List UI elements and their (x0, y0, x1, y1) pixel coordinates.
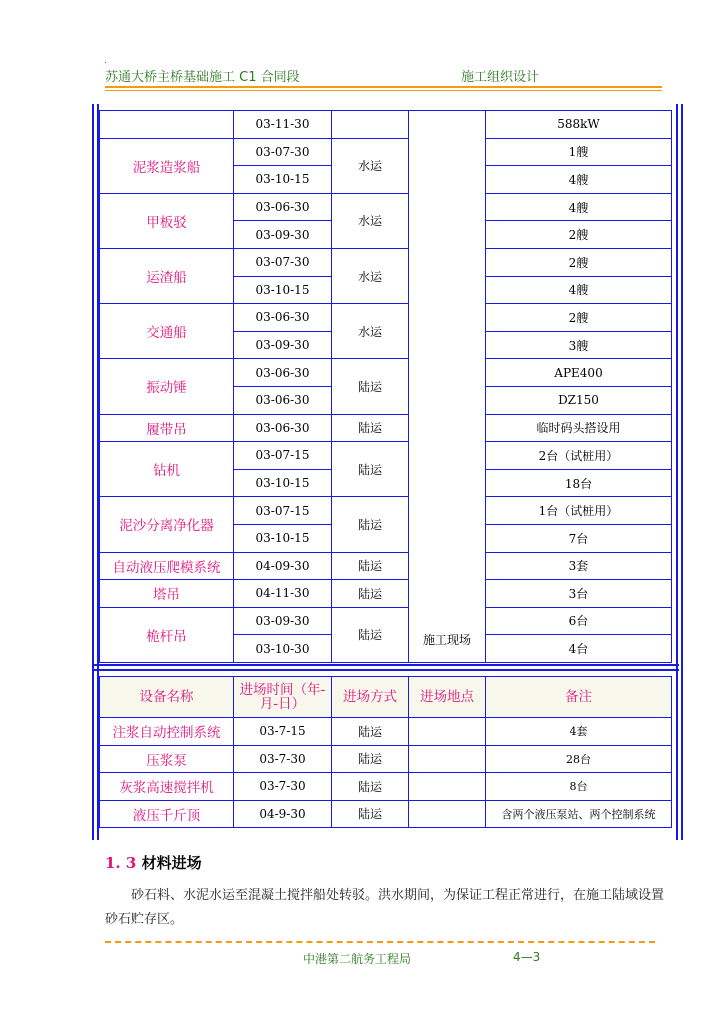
note-cell: 4艘 (486, 193, 672, 221)
transport-cell: 陆运 (332, 773, 409, 801)
note-cell: 1台（试桩用） (486, 497, 672, 525)
entry-date-cell: 03-07-30 (234, 248, 332, 276)
entry-date-cell: 03-10-30 (234, 635, 332, 663)
equipment-name-cell: 桅杆吊 (100, 607, 234, 662)
section-title: 材料进场 (141, 854, 202, 872)
location-cell (409, 745, 486, 773)
transport-cell: 陆运 (332, 359, 409, 414)
equipment-table-continued (99, 110, 672, 663)
entry-date-cell: 03-06-30 (234, 359, 332, 387)
table-row (100, 607, 672, 635)
equipment-name-cell: 履带吊 (100, 414, 234, 442)
note-cell: 2艘 (486, 304, 672, 332)
table-row (100, 138, 672, 166)
transport-cell: 陆运 (332, 800, 409, 828)
table-row (100, 497, 672, 525)
table-row (100, 718, 672, 746)
note-cell: 含两个液压泵站、两个控制系统 (486, 800, 672, 828)
note-cell: 7台 (486, 524, 672, 552)
entry-date-cell: 03-10-15 (234, 166, 332, 194)
body-paragraph: 砂石料、水泥水运至混凝土搅拌船处转驳。洪水期间，为保证工程正常进行，在施工陆域设置砂石贮存区。 (105, 888, 665, 927)
table-row (100, 414, 672, 442)
header-project: 苏通大桥主桥基础施工 C1 合同段 (105, 70, 300, 85)
entry-date-cell: 03-09-30 (234, 221, 332, 249)
entry-date-cell: 03-10-15 (234, 276, 332, 304)
table-row (100, 745, 672, 773)
transport-cell: 陆运 (332, 442, 409, 497)
location-cell (409, 800, 486, 828)
equipment-name-cell (100, 111, 234, 139)
note-cell: 18台 (486, 469, 672, 497)
equipment-name-cell: 压浆泵 (100, 745, 234, 773)
table-separator (94, 662, 679, 674)
transport-cell (332, 111, 409, 139)
section-number: 1. 3 (105, 854, 137, 872)
entry-date-cell: 03-09-30 (234, 607, 332, 635)
entry-date-cell: 03-06-30 (234, 304, 332, 332)
entry-date-cell: 03-10-15 (234, 469, 332, 497)
entry-date-cell: 03-07-15 (234, 442, 332, 470)
note-cell: 6台 (486, 607, 672, 635)
note-cell: 3艘 (486, 331, 672, 359)
table-row (100, 442, 672, 470)
note-cell: 588kW (486, 111, 672, 139)
entry-date-cell: 04-9-30 (234, 800, 332, 828)
equipment-name-cell: 自动液压爬模系统 (100, 552, 234, 580)
location-cell (409, 718, 486, 746)
note-cell: 4艘 (486, 166, 672, 194)
header-cell: 进场地点 (409, 677, 486, 718)
equipment-name-cell: 泥沙分离净化器 (100, 497, 234, 552)
equipment-name-cell: 注浆自动控制系统 (100, 718, 234, 746)
transport-cell: 陆运 (332, 497, 409, 552)
entry-date-cell: 03-07-15 (234, 497, 332, 525)
note-cell: APE400 (486, 359, 672, 387)
entry-date-cell: 03-11-30 (234, 111, 332, 139)
table-row (100, 304, 672, 332)
header-rule-thin (105, 90, 662, 91)
entry-date-cell: 03-10-15 (234, 524, 332, 552)
entry-date-cell: 03-7-30 (234, 773, 332, 801)
note-cell: DZ150 (486, 386, 672, 414)
equipment-name-cell: 塔吊 (100, 580, 234, 608)
header-cell: 进场时间（年-月-日） (234, 677, 332, 718)
transport-cell: 陆运 (332, 552, 409, 580)
grouting-equipment-table (99, 676, 672, 828)
table-row (100, 359, 672, 387)
transport-cell: 陆运 (332, 414, 409, 442)
footer-company: 中港第二航务工程局 (303, 952, 412, 966)
entry-date-cell: 03-06-30 (234, 414, 332, 442)
note-cell: 28台 (486, 745, 672, 773)
note-cell: 4台 (486, 635, 672, 663)
header-dot: . (104, 56, 107, 66)
note-cell: 2艘 (486, 221, 672, 249)
entry-date-cell: 03-06-30 (234, 193, 332, 221)
transport-cell: 水运 (332, 138, 409, 193)
note-cell: 4套 (486, 718, 672, 746)
note-cell: 3套 (486, 552, 672, 580)
footer-rule (105, 941, 655, 943)
note-cell: 2艘 (486, 248, 672, 276)
note-cell: 3台 (486, 580, 672, 608)
transport-cell: 水运 (332, 248, 409, 303)
section-heading (105, 852, 202, 873)
frame-border-left (92, 104, 94, 840)
table-row (100, 580, 672, 608)
frame-border-right (676, 104, 678, 840)
header-cell: 进场方式 (332, 677, 409, 718)
transport-cell: 陆运 (332, 718, 409, 746)
equipment-name-cell: 交通船 (100, 304, 234, 359)
location-cell (409, 773, 486, 801)
entry-date-cell: 03-09-30 (234, 331, 332, 359)
entry-date-cell: 03-7-30 (234, 745, 332, 773)
table-row (100, 248, 672, 276)
table-row (100, 773, 672, 801)
equipment-name-cell: 泥浆造浆船 (100, 138, 234, 193)
equipment-name-cell: 钻机 (100, 442, 234, 497)
equipment-name-cell: 振动锤 (100, 359, 234, 414)
entry-date-cell: 04-09-30 (234, 552, 332, 580)
location-cell: 施工现场 (409, 111, 486, 663)
note-cell: 临时码头搭设用 (486, 414, 672, 442)
transport-cell: 陆运 (332, 745, 409, 773)
transport-cell: 陆运 (332, 607, 409, 662)
transport-cell: 水运 (332, 304, 409, 359)
table-row (100, 800, 672, 828)
table-header-row (100, 677, 672, 718)
header-doc-title: 施工组织设计 (461, 70, 540, 85)
table-row (100, 111, 672, 139)
entry-date-cell: 04-11-30 (234, 580, 332, 608)
table-row (100, 193, 672, 221)
footer-page-number: 4—3 (513, 950, 541, 964)
note-cell: 4艘 (486, 276, 672, 304)
frame-border-right-inner (681, 104, 683, 840)
entry-date-cell: 03-7-15 (234, 718, 332, 746)
entry-date-cell: 03-06-30 (234, 386, 332, 414)
note-cell: 1艘 (486, 138, 672, 166)
table-row (100, 552, 672, 580)
transport-cell: 陆运 (332, 580, 409, 608)
transport-cell: 水运 (332, 193, 409, 248)
note-cell: 8台 (486, 773, 672, 801)
equipment-name-cell: 液压千斤顶 (100, 800, 234, 828)
header-rule (105, 86, 662, 88)
equipment-name-cell: 灰浆高速搅拌机 (100, 773, 234, 801)
header-cell: 设备名称 (100, 677, 234, 718)
entry-date-cell: 03-07-30 (234, 138, 332, 166)
header-cell: 备注 (486, 677, 672, 718)
note-cell: 2台（试桩用） (486, 442, 672, 470)
equipment-name-cell: 运渣船 (100, 248, 234, 303)
equipment-name-cell: 甲板驳 (100, 193, 234, 248)
